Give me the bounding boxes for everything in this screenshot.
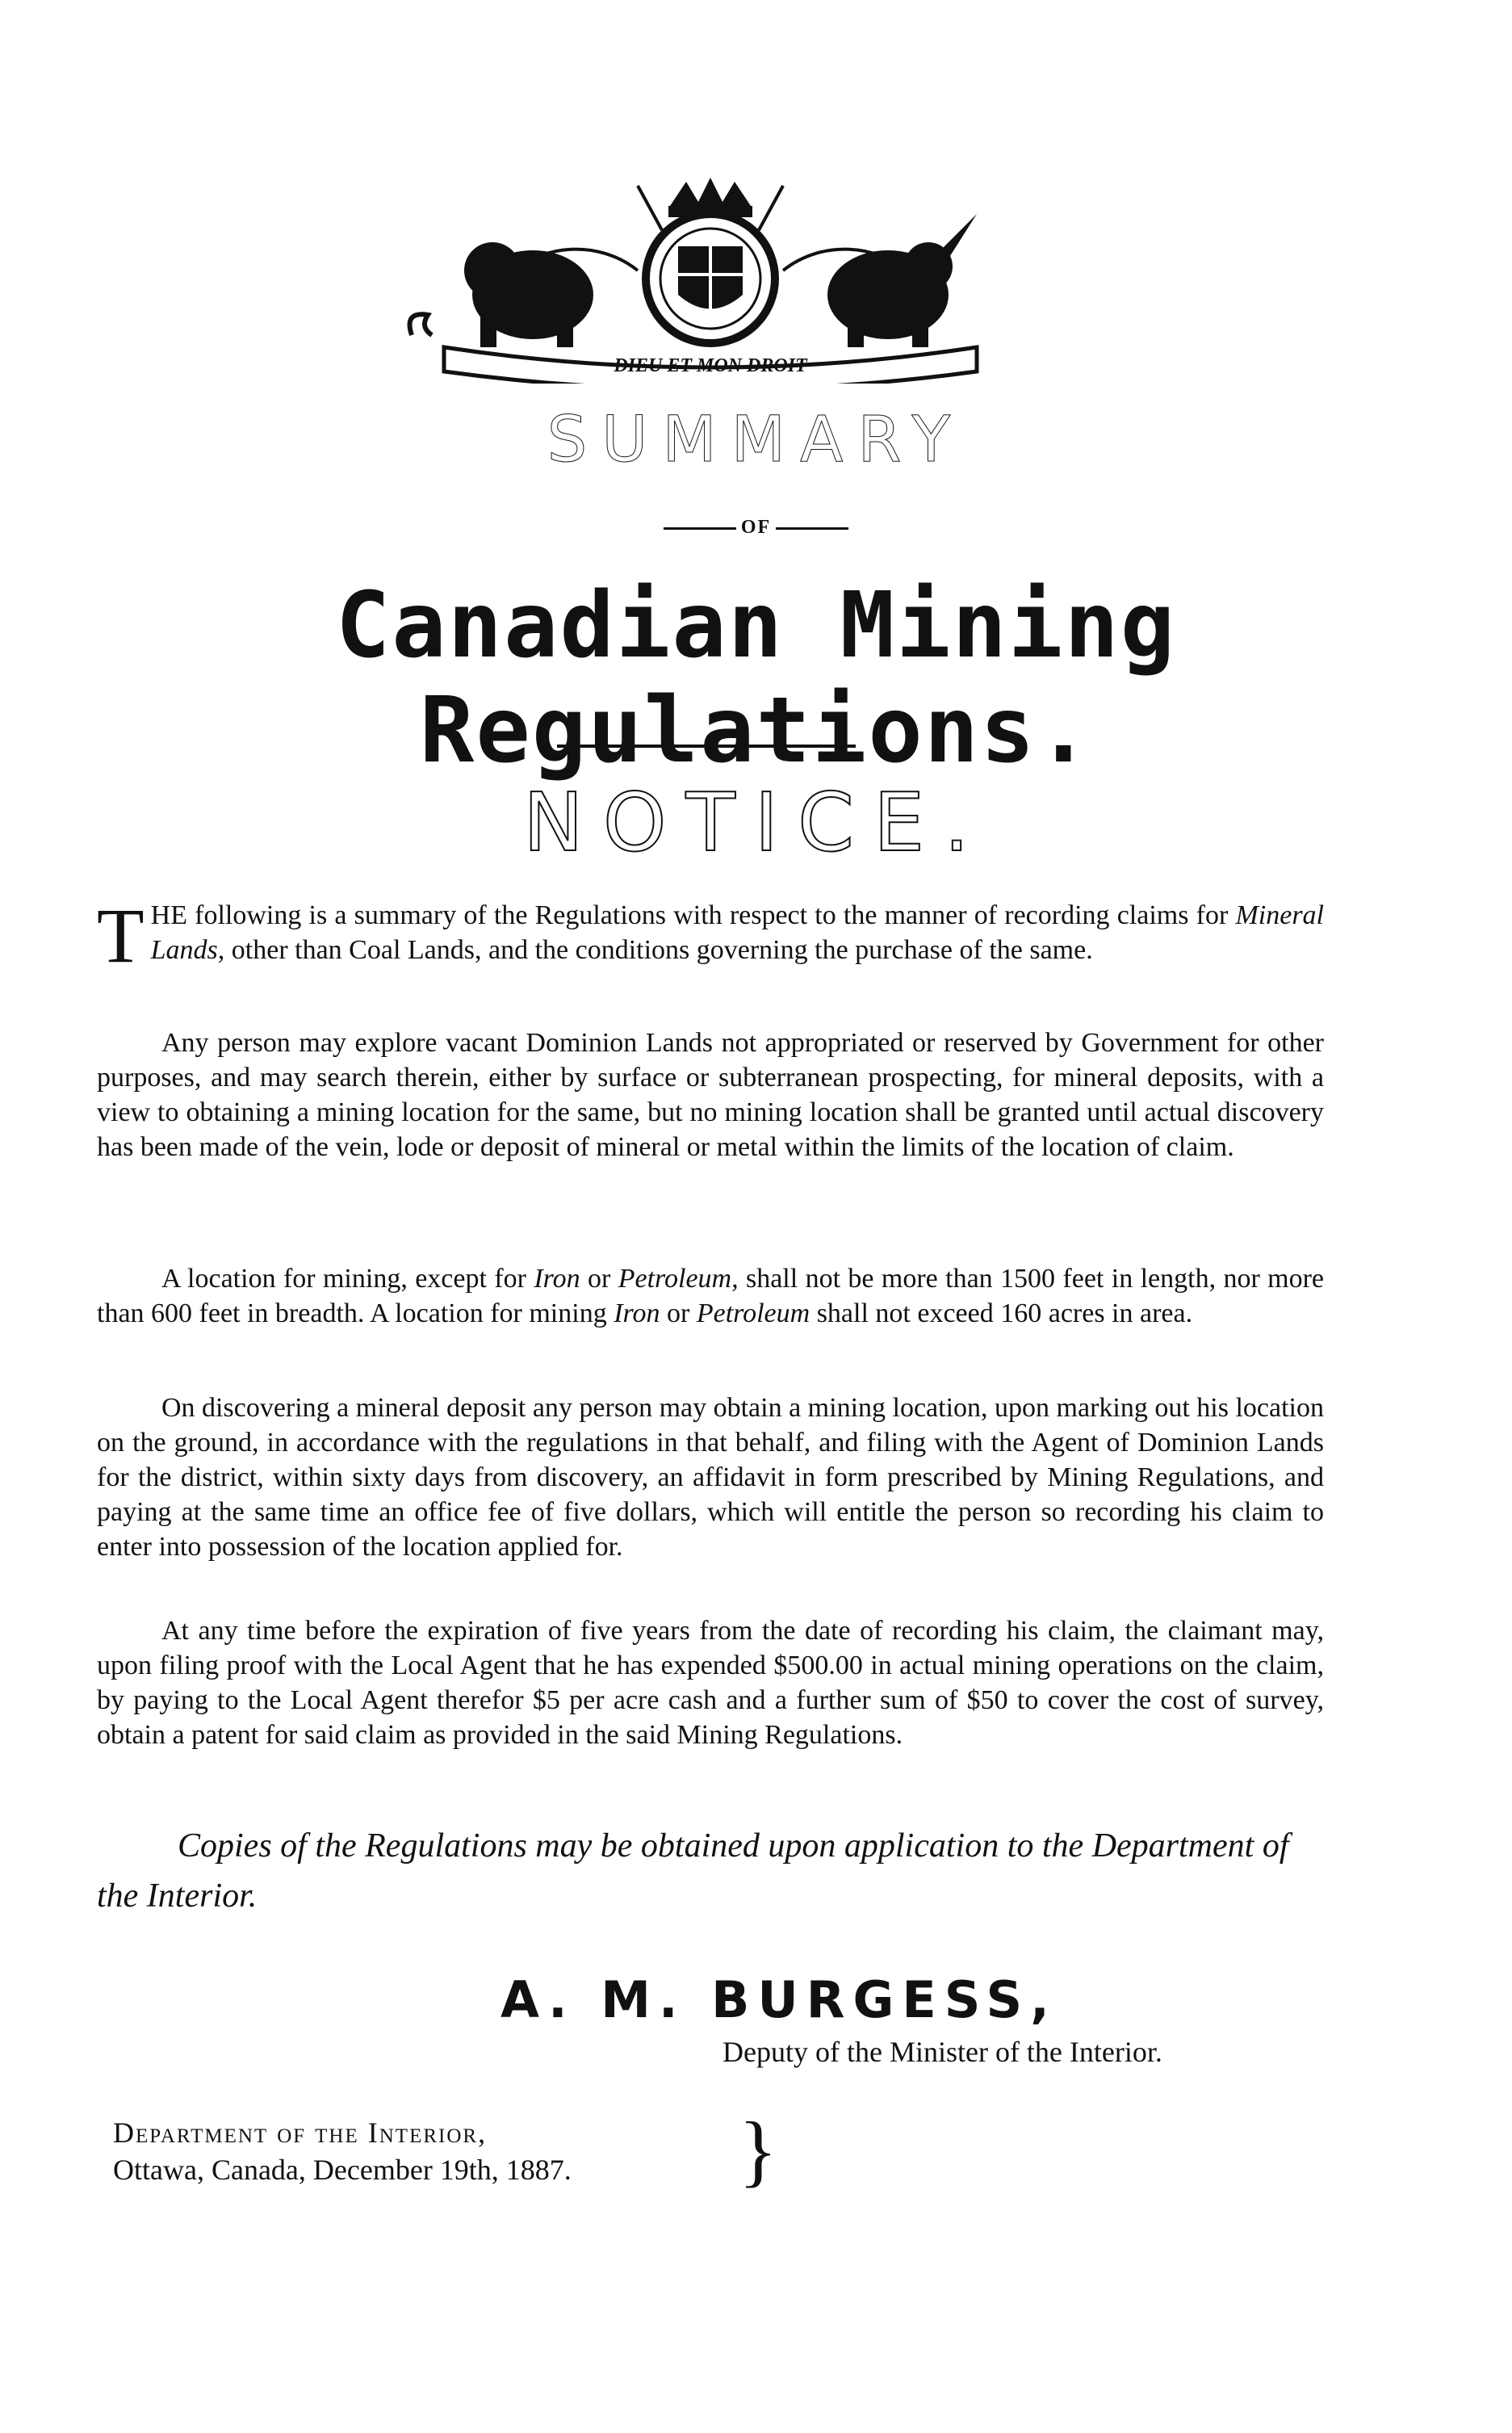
- drop-cap: T: [97, 892, 144, 979]
- p3-text-c: shall not exceed 160 acres in area.: [810, 1298, 1193, 1328]
- p3-petroleum-2: Petroleum: [696, 1298, 810, 1328]
- p3-iron-2: Iron: [614, 1298, 660, 1328]
- shield-garter-icon: [646, 214, 775, 343]
- dateline-place-date: Ottawa, Canada, December 19th, 1887.: [113, 2154, 572, 2186]
- dateline-department: Department of the Interior,: [113, 2116, 488, 2149]
- summary-heading: SUMMARY: [547, 404, 965, 476]
- p3-iron: Iron: [534, 1264, 580, 1294]
- divider-rule-left: [664, 527, 736, 530]
- paragraph-patent: At any time before the expiration of five years from the date of recording his claim, the claimant may, upon filing proof with the Local Agent that he has expended $500.00 in actual mining operations on the claim, by paying to the Local Agent therefor $5 per acre cash and a further sum of $50 to cover the cost of survey, obtain a patent for said claim as provided in the said Mining Regulations.: [97, 1616, 1324, 1750]
- signatory-name: A. M. BURGESS,: [501, 1970, 1058, 2029]
- of-label: OF: [740, 517, 772, 538]
- lion-icon: [464, 242, 593, 347]
- of-divider: [0, 517, 1512, 539]
- unicorn-icon: [827, 214, 977, 347]
- dateline: [113, 2114, 572, 2188]
- paragraph-discovery: On discovering a mineral deposit any person may obtain a mining location, upon marking out his location on the ground, in accordance with the regulations in that behalf, and filing with the Agent of Dominion Lands for the district, within sixty days from discovery, an affidavit in form prescribed by Mining Regulations, and paying at the same time an office fee of five dollars, which will entitle the person so recording his claim to enter into possession of the location applied for.: [97, 1393, 1324, 1562]
- divider-rule-right: [776, 527, 848, 530]
- copies-note: Copies of the Regulations may be obtained upon application to the Department of the Interior.: [97, 1827, 1289, 1915]
- paragraph-location-size: [97, 1261, 1324, 1331]
- p3-or-2: or: [660, 1298, 697, 1328]
- svg-text:DIEU ET MON DROIT: DIEU ET MON DROIT: [614, 355, 807, 376]
- motto-scroll-icon: [444, 347, 977, 384]
- royal-coat-of-arms-icon: [396, 174, 1025, 384]
- p3-text-a: A location for mining, except for: [161, 1264, 534, 1294]
- paragraph-intro: [97, 892, 1324, 979]
- title-rule: [557, 745, 856, 748]
- p3-petroleum: Petroleum,: [618, 1264, 739, 1294]
- main-title: Canadian Mining Regulations.: [335, 573, 1177, 783]
- signatory-title: Deputy of the Minister of the Interior.: [722, 2036, 1162, 2068]
- p3-text-b: shall not be more than 1500 feet in length, nor more than 600 feet in breadth. A location for mining: [97, 1264, 1325, 1328]
- brace-icon: }: [739, 2105, 777, 2195]
- intro-text-a: HE following is a summary of the Regulations with respect to the manner of recording claims for: [150, 900, 1236, 930]
- notice-heading: NOTICE.: [523, 775, 989, 870]
- paragraph-exploration: Any person may explore vacant Dominion Lands not appropriated or reserved by Government for other purposes, and may search therein, either by surface or subterranean prospecting, for mineral deposits, with a view to obtaining a mining location for the same, but no mining location shall be granted until actual discovery has been made of the vein, lode or deposit of mineral or metal within the limits of the location of claim.: [97, 1028, 1324, 1162]
- p3-or: or: [580, 1264, 618, 1294]
- intro-text-b: other than Coal Lands, and the conditions governing the purchase of the same.: [224, 935, 1093, 965]
- intro-italic: Mineral Lands,: [150, 900, 1324, 965]
